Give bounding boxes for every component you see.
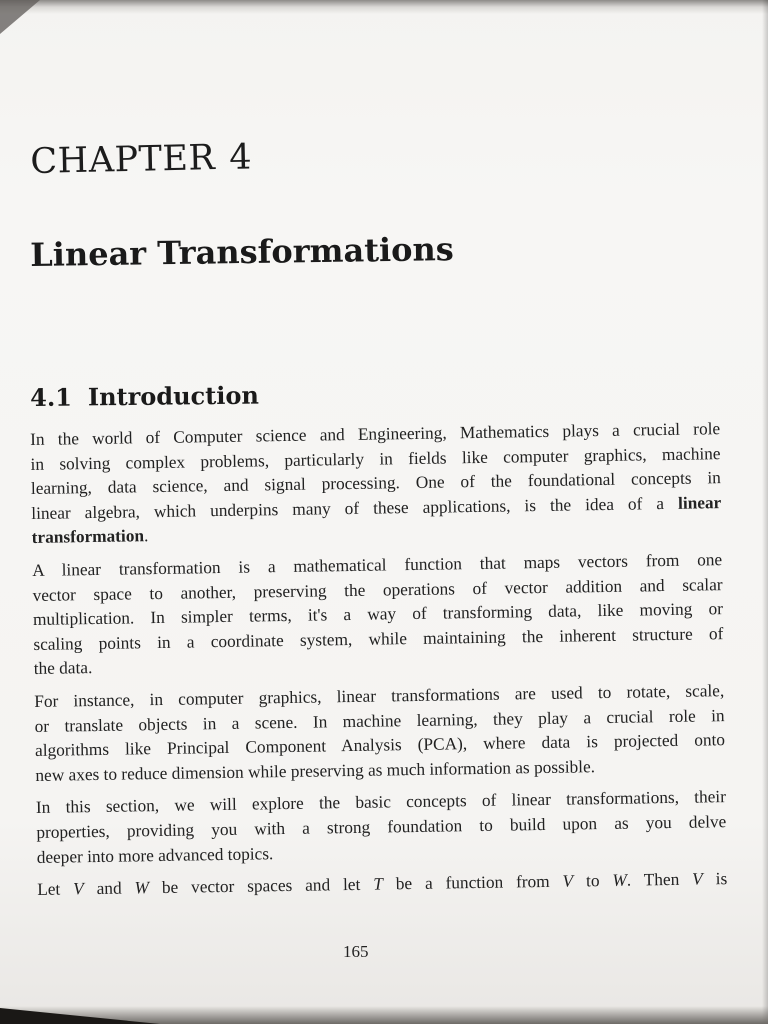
text-line: A linear transformation is a mathematical function that maps vectors from one [32,550,723,580]
text-line: For instance, in computer graphics, linear transformations are used to rotate, scale, [34,681,725,711]
chapter-label: CHAPTER [30,138,216,182]
text-line: or translate objects in a scene. In machine learning, they play a crucial role in [34,705,725,736]
text-fragment: be vector spaces and let [161,874,361,898]
bold-term: linear [677,492,722,513]
page-bottom-corner [0,1008,160,1024]
math-variable: V [562,871,574,891]
math-variable: T [373,874,384,894]
page-right-edge [762,0,768,1024]
body-text [30,417,727,910]
section-heading [30,381,259,412]
paragraph-3 [34,679,725,788]
page-number: 165 [343,942,369,961]
text-line: algorithms like Principal Component Analysis (PCA), where data is projected onto [34,730,726,761]
math-variable: W [612,870,627,890]
math-variable: V [73,879,84,899]
chapter-number: 4 [228,137,253,178]
text-line: new axes to reduce dimension while preserving as much information as possible. [35,756,596,785]
text-line: learning, data science, and signal processing. One of the foundational concepts in [30,468,722,499]
text-fragment: be a function from [395,871,550,894]
math-variable: W [134,878,150,898]
section-number: 4.1 [30,382,73,412]
punctuation: . [143,526,149,546]
text-line: properties, providing you with a strong foundation to build upon as you delve [36,812,727,842]
text-line-definition [37,867,727,902]
section-title: Introduction [87,380,259,412]
chapter-title: Linear Transformations [30,230,454,274]
chapter-heading [30,137,252,182]
page-corner-shadow [0,0,40,34]
text-line: scaling points in a coordinate system, while maintaining the inherent structure of [33,623,724,654]
text-line: In this section, we will explore the basic concepts of linear transformations, their [35,787,727,818]
text-fragment: is [715,869,728,889]
bold-term: transformation [31,526,145,548]
text-line: in solving complex problems, particularly in fields like computer graphics, machine [30,443,721,474]
text-fragment: . Then [626,869,680,890]
text-fragment: linear algebra, which underpins many of these applications, is the idea of a [31,493,665,523]
text-line: vector space to another, preserving the operations of vector addition and scalar [32,574,723,605]
paragraph-5 [37,867,727,902]
paragraph-2 [32,548,724,682]
text-line: multiplication. In simpler terms, it's a way of transforming data, like moving or [32,599,724,630]
paragraph-1 [30,417,722,551]
text-fragment: Let [37,879,61,900]
text-line: the data. [33,658,93,679]
text-line: In the world of Computer science and Engineering, Mathematics plays a crucial role [30,419,721,449]
text-fragment: and [96,878,122,899]
paragraph-4 [36,785,727,870]
page-top-shadow [0,0,768,14]
math-variable: V [692,869,703,889]
text-fragment: to [585,871,600,891]
text-line: deeper into more advanced topics. [36,843,274,867]
